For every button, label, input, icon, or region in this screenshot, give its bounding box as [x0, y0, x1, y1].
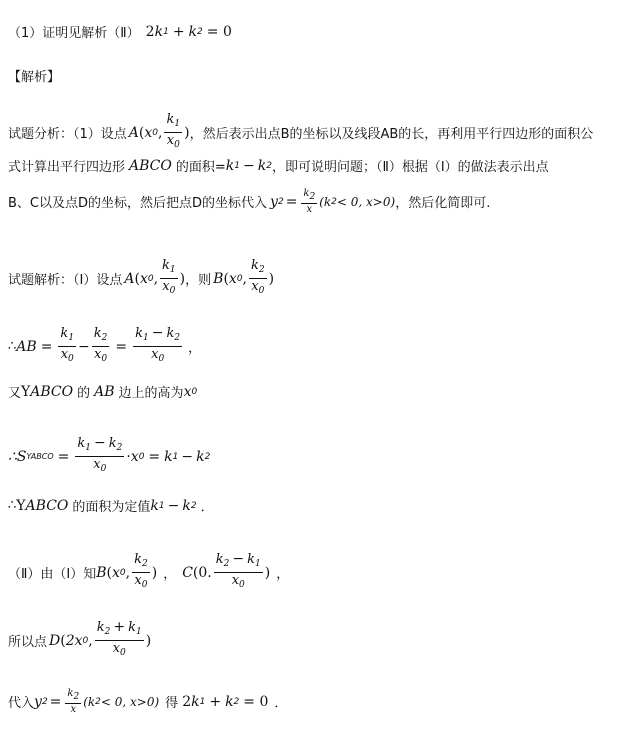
- solution-line-1: 试题解析：（Ⅰ）设点 A ( x 0 , $\frac{k_1}{x_0}$ ) ，则 B ( x 0 , $\frac{k_2}{x_0}$ ): [8, 258, 274, 299]
- coef-2: 2: [145, 23, 155, 40]
- solution-line-d: 所以点 D ( 2x 0 , $\frac{k_2 + k_1}{x_0}$ ): [8, 619, 152, 658]
- analysis-line-3: B、C以及点D的坐标，然后把点D的坐标代入 y 2 = $\frac{k2}{x}$ (k 2 < 0, x>0) ，然后化简即可.: [8, 188, 491, 215]
- analysis-line-1: 试题分析：（1）设点 A ( x 0 , $\frac{k_1}{x_0}$ ) ，然后表示出点B的坐标以及线段AB的长，再利用平行四边形的面积公: [8, 112, 593, 153]
- frac-k2-x0: $\frac{k_2}{x_0}$: [251, 258, 265, 296]
- solution-line-area: ∴S YABCO = $\frac{k_1 - k_2}{x_0}$ · x 0 = k 1 − k 2: [8, 435, 211, 474]
- answer-prefix: （1）证明见解析（Ⅱ）: [8, 26, 140, 41]
- analysis-line-2: 式计算出平行四边形 ABCO 的面积= k 1 − k 2 ，即可说明问题；（Ⅱ）根据（Ⅰ）的做法表示出点: [8, 157, 549, 175]
- solution-line-bc: （Ⅱ）由（Ⅰ）知 B ( x 0 , $\frac{k_2}{x_0}$ ) ， C (0. $\frac{k_2 - k_1}{x_0}$ ) ，: [8, 551, 290, 590]
- solution-line-final: 代入 y 2 = $\frac{k2}{x}$ (k 2 < 0, x>0) 得 2 k 1 + k 2 = 0 ．: [8, 688, 288, 715]
- solution-line-ab: ∴ AB = $\frac{k_1}{x_0}$ − $\frac{k_2}{x_0}$ = $\frac{k_1 - k_2}{x_0}$ ，: [8, 325, 202, 364]
- frac-k1-x0: $\frac{k_1}{x_0}$: [166, 112, 181, 150]
- answer-line: （1）证明见解析（Ⅱ） 2 k 1 + k 2 = 0: [8, 23, 232, 41]
- frac-k2-x: $\frac{k2}{x}$: [303, 188, 316, 215]
- solution-line-height: 又 Y ABCO 的 AB 边上的高为 x 0: [8, 383, 198, 401]
- analysis-heading: 【解析】: [8, 70, 61, 85]
- solution-line-const: ∴ Y ABCO 的面积为定值 k 1 − k 2 ．: [8, 497, 214, 515]
- frac-k1-x0-s: $\frac{k_1}{x_0}$: [162, 258, 176, 296]
